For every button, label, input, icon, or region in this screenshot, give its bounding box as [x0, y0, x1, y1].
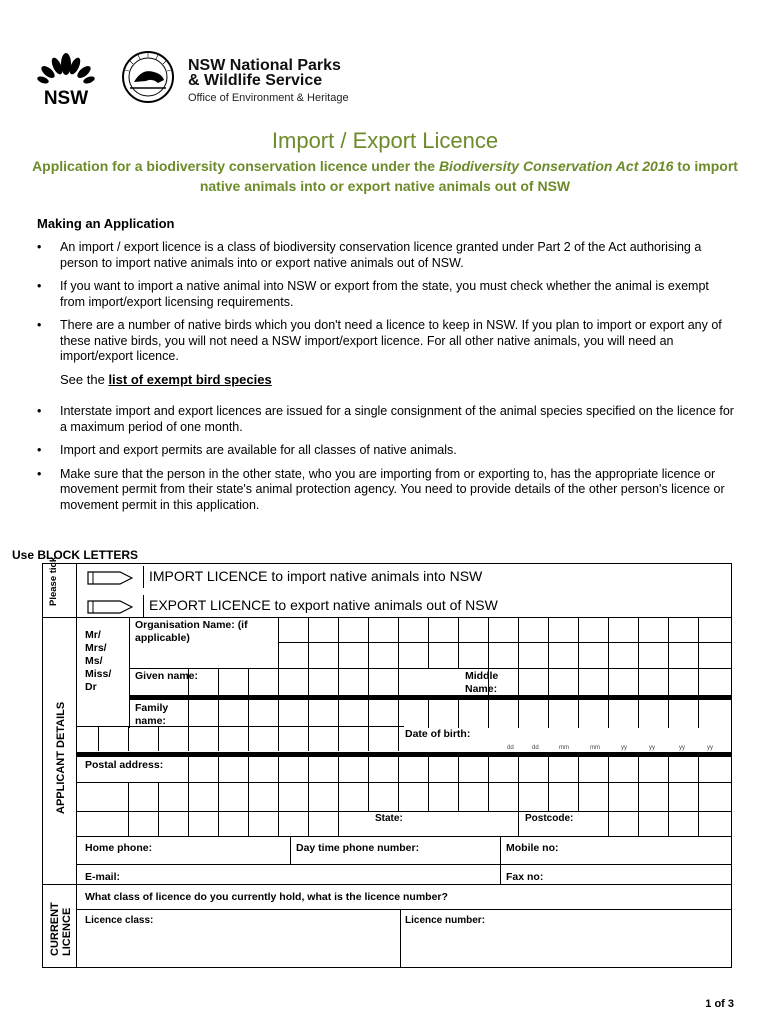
- exempt-bird-species-link[interactable]: list of exempt bird species: [108, 372, 272, 387]
- home-phone-label: Home phone:: [85, 842, 153, 854]
- dob-digit: dd: [532, 745, 539, 751]
- import-tick-box[interactable]: [87, 571, 133, 585]
- svg-text:NSW: NSW: [43, 88, 89, 106]
- application-form: [42, 556, 732, 968]
- applicant-details-label: APPLICANT DETAILS: [55, 701, 67, 814]
- licence-question: What class of licence do you currently hold, what is the licence number?: [85, 891, 448, 903]
- npws-seal-logo: [112, 50, 184, 105]
- subtitle-part2: to import native animals into or export native animals out of NSW: [199, 158, 738, 194]
- bullet-item: • Make sure that the person in the other state, who you are importing from or exporting to, has the appropriate licence or movement permit from their state's animal protection agency. You need to provide details of the other person's licence or movement permit in this application.: [37, 467, 737, 514]
- family-name-label: Family name:: [135, 702, 169, 727]
- given-name-label: Given name:: [135, 670, 199, 682]
- bullet-item: • If you want to import a native animal into NSW or export from the state, you must check whether the animal is exempt from import/export licensing requirements.: [37, 279, 737, 310]
- dob-label: Date of birth:: [405, 728, 471, 740]
- org-subname: Office of Environment & Heritage: [188, 92, 349, 104]
- fax-label: Fax no:: [506, 871, 544, 883]
- dob-digit: yy: [621, 745, 627, 751]
- bullet-item: • There are a number of native birds which you don't need a licence to keep in NSW. If you plan to import or export any of these native birds, you will not need a NSW import/export licence. For all other native animals, you will need an import/export licence.: [37, 318, 737, 365]
- org-name-line1: NSW National Parks: [188, 57, 341, 74]
- see-exempt-birds: [60, 372, 272, 387]
- page-number: 1 of 3: [705, 998, 734, 1010]
- org-name: [188, 58, 341, 88]
- page-subtitle: [30, 156, 740, 196]
- bullet-item: • An import / export licence is a class of biodiversity conservation licence granted under Part 2 of the Act authorising a person to import native animals into or export native animals out of NSW.: [37, 240, 737, 271]
- page-title: Import / Export Licence: [271, 128, 499, 153]
- bullet-item: • Import and export permits are available for all classes of native animals.: [37, 443, 737, 459]
- bullet-list-b: [37, 404, 737, 521]
- day-phone-label: Day time phone number:: [296, 842, 420, 854]
- bullet-list-a: [37, 240, 737, 373]
- middle-name-label: Middle Name:: [465, 670, 499, 695]
- dob-digit: yy: [679, 745, 685, 751]
- use-block-letters: Use BLOCK LETTERS: [12, 548, 139, 562]
- mobile-label: Mobile no:: [506, 842, 559, 854]
- please-tick-label: Please tick: [48, 556, 59, 606]
- dob-digit: mm: [559, 745, 569, 751]
- subtitle-act: Biodiversity Conservation Act 2016: [438, 158, 674, 174]
- bullet-item: • Interstate import and export licences are issued for a single consignment of the animal species specified on the licence for a maximum period of one month.: [37, 404, 737, 435]
- postal-address-label: Postal address:: [85, 759, 164, 771]
- export-tick-box[interactable]: [87, 600, 133, 614]
- title-options-label: Mr/ Mrs/ Ms/ Miss/ Dr: [85, 629, 112, 693]
- making-application-heading: Making an Application: [37, 216, 175, 231]
- state-label: State:: [375, 813, 403, 824]
- current-licence-label: CURRENT LICENCE: [49, 902, 73, 956]
- import-option-label: IMPORT LICENCE to import native animals into NSW: [149, 568, 483, 584]
- org-name-label: Organisation Name: (if applicable): [135, 619, 248, 644]
- licence-class-label: Licence class:: [85, 915, 154, 926]
- email-label: E-mail:: [85, 871, 121, 883]
- postcode-label: Postcode:: [525, 813, 574, 824]
- subtitle-part1: Application for a biodiversity conservation licence under the: [32, 158, 439, 174]
- org-name-line2: & Wildlife Service: [188, 72, 323, 89]
- export-option-label: EXPORT LICENCE to export native animals out of NSW: [149, 597, 498, 613]
- nsw-waratah-logo: [35, 50, 97, 106]
- see-prefix: See the: [60, 372, 109, 387]
- dob-digit: yy: [707, 745, 713, 751]
- dob-digit: yy: [649, 745, 655, 751]
- dob-digit: dd: [507, 745, 514, 751]
- dob-digit: mm: [590, 745, 600, 751]
- licence-number-label: Licence number:: [405, 915, 486, 926]
